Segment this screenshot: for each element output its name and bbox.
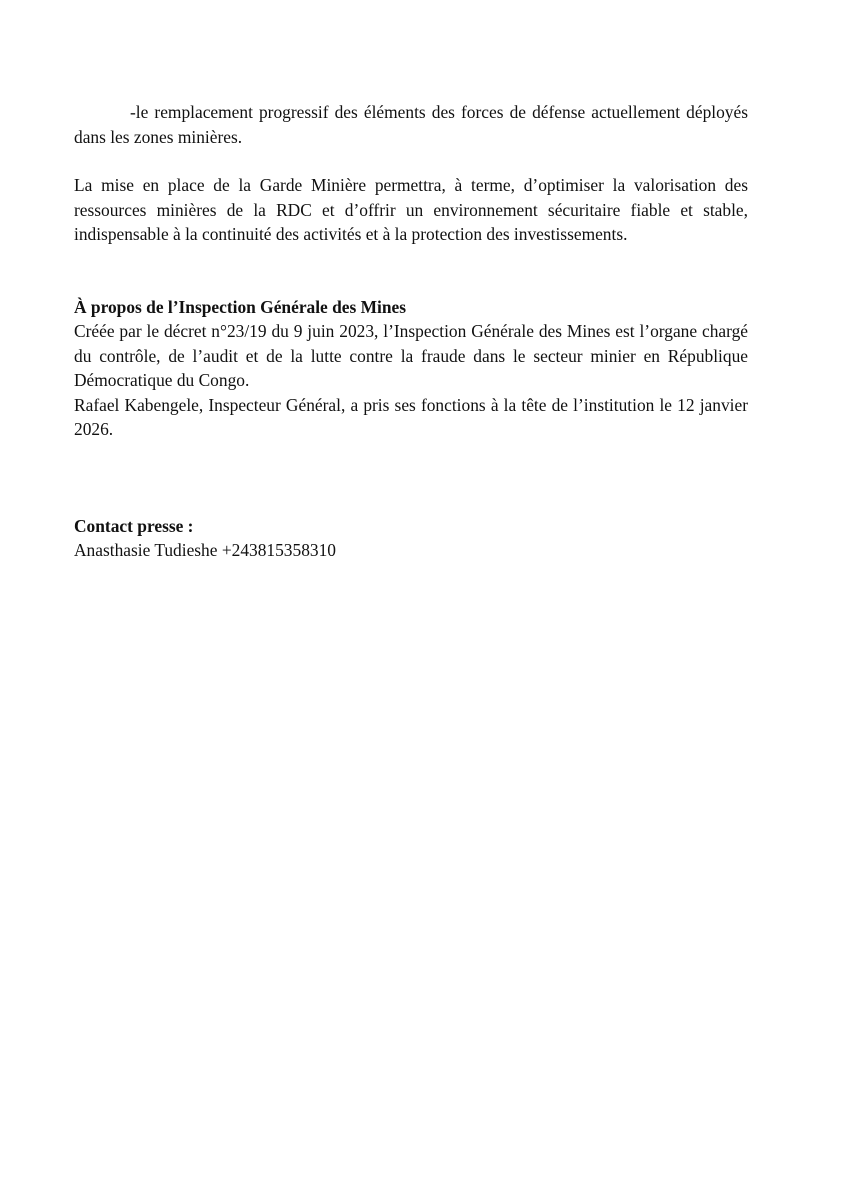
contact-line: Anasthasie Tudieshe +243815358310 <box>74 540 336 560</box>
about-creation-paragraph: Créée par le décret n°23/19 du 9 juin 2023, l’Inspection Générale des Mines est l’organe chargé du contrôle, de l’audit et de la lutte contre la fraude dans le secteur minier en République Démocratique du Congo. <box>74 321 748 390</box>
contact-heading: Contact presse : <box>74 515 194 536</box>
bullet-item-text: -le remplacement progressif des éléments des forces de défense actuellement déployés dans les zones minières. <box>74 102 748 147</box>
document-page <box>74 100 748 563</box>
garde-miniere-paragraph: La mise en place de la Garde Minière permettra, à terme, d’optimiser la valorisation des ressources minières de la RDC et d’offrir un environnement sécuritaire fiable et stable, indispensable à la continuité des activités et à la protection des investissements. <box>74 175 748 244</box>
contact-spacer <box>74 442 748 514</box>
paragraph-spacer <box>74 149 748 173</box>
about-heading: À propos de l’Inspection Générale des Mines <box>74 296 407 317</box>
about-inspector-paragraph: Rafael Kabengele, Inspecteur Général, a pris ses fonctions à la tête de l’institution le 12 janvier 2026. <box>74 394 748 439</box>
section-spacer <box>74 247 748 295</box>
